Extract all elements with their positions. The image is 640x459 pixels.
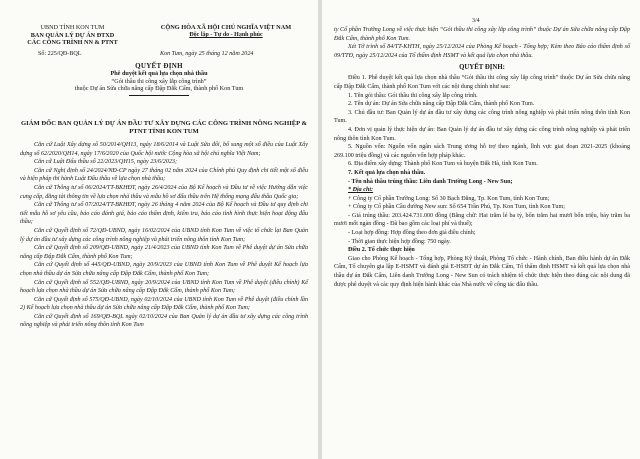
subject-line-1: Phê duyệt kết quả lựa chọn nhà thầu: [110, 70, 208, 77]
winning-price: - Giá trúng thầu: 203.424.731.000 đồng (Bằng chữ: Hai trăm lẻ ba tỷ, bốn trăm hai mươi bốn triệu, bảy trăm ba mươi mốt ngàn đồng - Đã bao gồm các loại phí và thuế);: [334, 212, 630, 228]
basis-paragraph: Căn cứ Quyết định số 575/QĐ-UBND, ngày 02/10/2024 của UBND tỉnh Kon Tum về Phê duyệt (điều chỉnh lần 2) Kế hoạch lựa chọn nhà thầu dự án Sửa chữa nâng cấp Đập Đắk Cấm, thành phố Kon Tum;: [20, 296, 308, 312]
document-type: QUYẾT ĐỊNH: [135, 62, 183, 70]
address-label: * Địa chỉ:: [348, 187, 374, 194]
basis-paragraph: Căn cứ Nghị định số 24/2024/NĐ-CP ngày 27 tháng 02 năm 2024 của Chính phủ Quy định chi tiết một số điều và biện pháp thi hành Luật Đấu thầu về lựa chọn nhà thầu;: [20, 167, 308, 183]
subject-line-2: “Gói thầu thi công xây lắp công trình”: [111, 77, 207, 85]
basis-paragraph: Căn cứ Thông tư số 07/2024/TT-BKHĐT, ngày 26 tháng 4 năm 2024 của Bộ Kế hoạch và Đầu tư quy định chi tiết mẫu hồ sơ yêu cầu, báo cáo đánh giá, báo cáo thẩm định, kiểm tra, báo cáo tình hình thực hiện hoạt động đấu thầu;: [20, 202, 308, 226]
decision-item: 6. Địa điểm xây dựng: Thành phố Kon Tum và huyện Đắk Hà, tỉnh Kon Tum.: [348, 161, 538, 168]
authority-heading: GIÁM ĐỐC BAN QUẢN LÝ DỰ ÁN ĐẦU TƯ XÂY DỰNG CÁC CÔNG TRÌNH NÔNG NGHIỆP & PTNT TỈNH KON TUM: [21, 120, 307, 135]
issuing-agency: [10, 24, 135, 47]
decision-item: 1. Tên gói thầu: Gói thầu thi công xây lắp công trình.: [348, 92, 478, 99]
review-paragraph: Xét Tờ trình số 84/TT-KHTH, ngày 25/12/2024 của Phòng Kế hoạch - Tổng hợp; Kèm theo Báo cáo thẩm định số 09/TTĐ, ngày 25/12/2024 của Tổ thẩm định HSMT và kết quả lựa chọn nhà thầu.: [334, 44, 630, 59]
basis-paragraph: Căn cứ Quyết định số 169/QĐ-BQL ngày 02/10/2024 của Ban Quản lý dự án đầu tư xây dựng các công trình nông nghiệp và phát triển nông thôn tỉnh Kon Tum: [20, 313, 308, 329]
decision-item: 4. Đơn vị quản lý thực hiện dự án: Ban Quản lý dự án đầu tư xây dựng các công trình nông nghiệp và phát triển nông thôn tỉnh Kon Tum.: [334, 126, 630, 142]
basis-paragraph: Căn cứ Luật Xây dựng số 50/2014/QH13, ngày 18/6/2014 và Luật Sửa đổi, bổ sung một số điều của Luật Xây dựng số 62/2020/QH14, ngày 17/6/2020 của Quốc hội nước Cộng hòa xã hội chủ nghĩa Việt Nam;: [20, 142, 308, 157]
continuation-paragraph: ty Cổ phần Trường Long về việc thực hiện “Gói thầu thi công xây lắp công trình” thuộc Dự án Sửa chữa nâng cấp Đập Đắk Cấm, thành phố Kon Tum.: [334, 27, 630, 42]
address-line: + Công ty Cổ phần Cầu đường New sun: Số 654 Trần Phú, Tp. Kon Tum, tỉnh Kon Tum;: [348, 204, 565, 211]
page-number: 3/4: [472, 18, 480, 24]
document-date: Kon Tum, ngày 25 tháng 12 năm 2024: [160, 51, 254, 57]
basis-paragraph: Căn cứ Quyết định số 552/QĐ-UBND, ngày 20/9/2024 của UBND tỉnh Kon Tum về Phê duyệt (điều chỉnh) Kế hoạch lựa chọn nhà thầu dự án Sửa chữa nâng cấp Đập Đắk Cấm, thành phố Kon Tum;: [20, 279, 308, 295]
subject-line-3: thuộc Dự án Sửa chữa nâng cấp Đập Đắk Cấm, thành phố Kon Tum: [74, 85, 244, 93]
contract-duration: - Thời gian thực hiện hợp đồng: 750 ngày.: [348, 238, 451, 245]
article-2-heading: Điều 2. Tổ chức thực hiện: [348, 247, 415, 254]
basis-paragraph: Căn cứ Quyết định số 72/QĐ-UBND, ngày 16/02/2024 của UBND tỉnh Kon Tum về việc tổ chức lại Ban Quản lý dự án đầu tư xây dựng các công trình nông nghiệp và phát triển nông thôn tỉnh Kon Tum;: [20, 227, 308, 243]
title-divider: [129, 95, 189, 96]
decision-item: 5. Nguồn vốn: Nguồn vốn ngân sách Trung ương hỗ trợ theo ngành, lĩnh vực giai đoạn 2021-2025 (khoảng 269.100 triệu đồng) và các nguồn vốn hợp pháp khác.: [334, 144, 630, 159]
national-heading: [140, 24, 312, 40]
decision-heading: QUYẾT ĐỊNH:: [459, 64, 505, 72]
basis-paragraph: Căn cứ Quyết định số 209/QĐ-UBND, ngày 21/4/2023 của UBND tỉnh Kon Tum về Phê duyệt dự án Sửa chữa nâng cấp Đập Đắk Cấm, thành phố Kon Tum;: [20, 245, 308, 260]
winning-bidder: - Tên nhà thầu trúng thầu: Liên danh Trường Long - New Sun;: [348, 178, 513, 185]
document-number: Số: 225/QĐ-BQL: [38, 51, 82, 57]
republic-title: CỘNG HÒA XÃ HỘI CHỦ NGHĨA VIỆT NAM: [160, 24, 292, 31]
motto: Độc lập - Tự do - Hạnh phúc: [189, 31, 263, 38]
article-1: Điều 1. Phê duyệt kết quả lựa chọn nhà thầu “Gói thầu thi công xây lắp công trình” thuộc Dự án Sửa chữa nâng cấp Đập Đắk Cấm, thành phố Kon Tum với các nội dung chính như sau:: [334, 75, 630, 90]
agency-line-3: CÁC CÔNG TRÌNH NN & PTNT: [27, 39, 118, 47]
left-document-page: [0, 0, 318, 459]
address-line: + Công ty Cổ phần Trường Long: Số 30 Bạch Đằng, Tp. Kon Tum, tỉnh Kon Tum;: [348, 195, 550, 202]
agency-line-2: BAN QUẢN LÝ DỰ ÁN ĐTXD: [30, 31, 115, 39]
document-title-block: [0, 62, 318, 96]
decision-item: 3. Chủ đầu tư: Ban Quản lý dự án đầu tư xây dựng các công trình nông nghiệp và phát triển nông thôn tỉnh Kon Tum.: [334, 109, 630, 125]
decision-item: 7. Kết quả lựa chọn nhà thầu.: [348, 169, 426, 176]
article-2-body: Giao cho Phòng Kế hoạch - Tổng hợp, Phòng Kỹ thuật, Phòng Tổ chức - Hành chính, Ban điều hành dự án Đắk Cấm, Tổ chuyên gia lập E-HSMT và đánh giá E-HSĐT dự án Đắk Cấm, Tổ thẩm định HSMT và kết quả lựa chọn nhà thầu dự án Đắk Cấm, Liên danh Trường Long - New Sun có trách nhiệm tổ chức thực hiện theo đúng các nội dung đã được phê duyệt và các quy định hiện hành khác của Nhà nước về công tác đấu thầu.: [334, 255, 630, 288]
basis-paragraph: Căn cứ Luật Đấu thầu số 22/2023/QH15, ngày 23/6/2023;: [34, 159, 177, 166]
decision-item: 2. Tên dự án: Dự án Sửa chữa nâng cấp Đập Đắk Cấm, thành phố Kon Tum.: [348, 101, 535, 108]
right-document-page: [322, 0, 640, 459]
basis-paragraph: Căn cứ Thông tư số 06/2024/TT-BKHĐT, ngày 26/4/2024 của Bộ Kế hoạch và Đầu tư về việc Hướng dẫn việc cung cấp, đăng tải thông tin về lựa chọn nhà thầu và mẫu hồ sơ đấu thầu trên Hệ thống mạng đấu thầu Quốc gia;: [20, 184, 308, 200]
basis-paragraph: Căn cứ Quyết định số 445/QĐ-UBND, ngày 20/9/2023 của UBND tỉnh Kon Tum về Phê duyệt Kế hoạch lựa chọn nhà thầu dự án Sửa chữa nâng cấp Đập Đắk Cấm, thành phố Kon Tum;: [20, 262, 308, 277]
contract-type: - Loại hợp đồng: Hợp đồng theo đơn giá điều chỉnh;: [348, 230, 476, 237]
left-body: [20, 120, 308, 330]
agency-line-1: UBND TỈNH KON TUM: [40, 24, 105, 31]
right-body: [334, 26, 630, 289]
